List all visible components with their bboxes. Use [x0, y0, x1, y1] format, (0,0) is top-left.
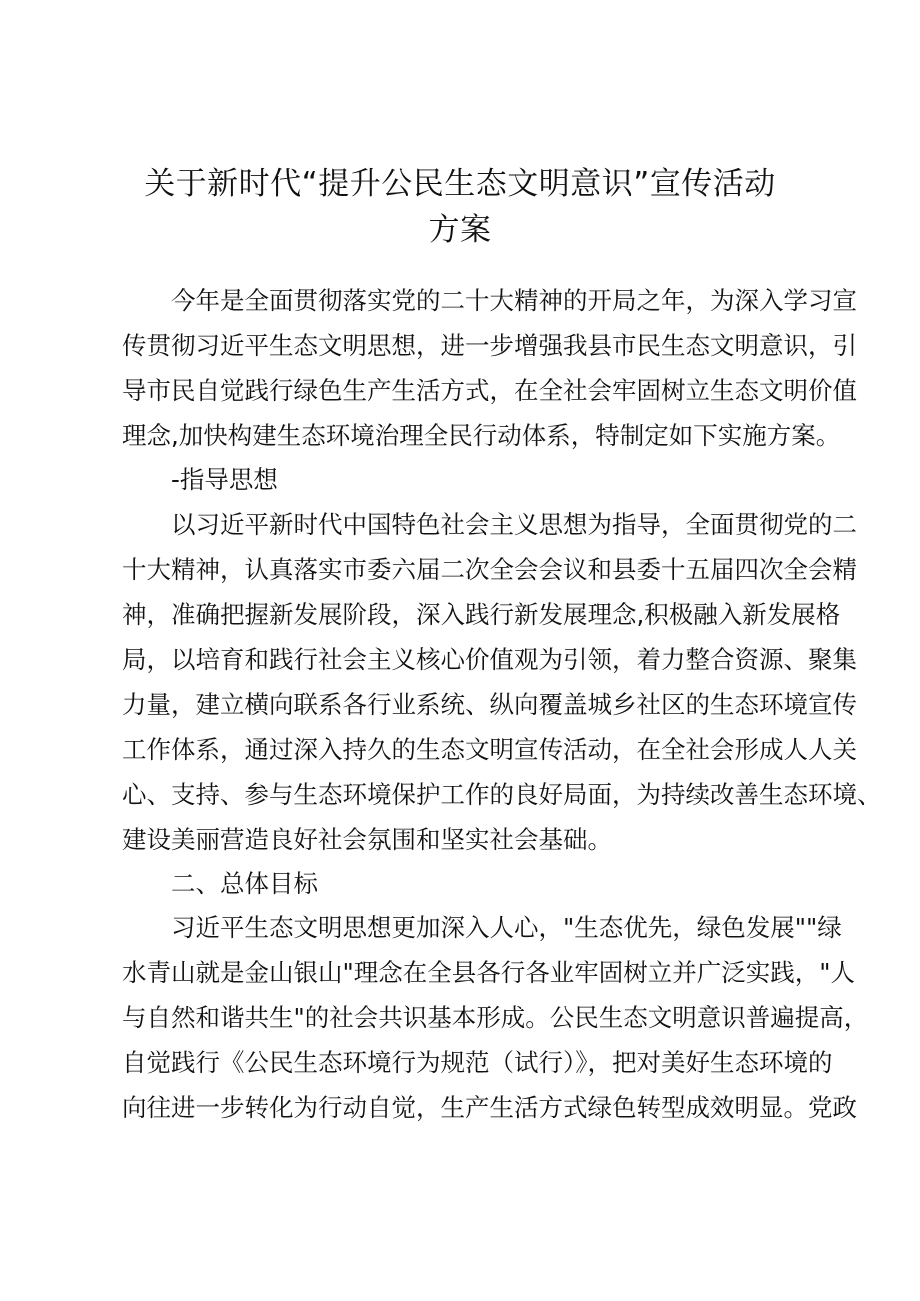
section1-line-7: 心、支持、参与生态环境保护工作的良好局面，为持续改善生态环境、: [122, 780, 882, 809]
section1-line-3: 神，准确把握新发展阶段，深入践行新发展理念,积极融入新发展格: [122, 600, 841, 629]
section-heading-guiding-ideology: -指导思想: [171, 465, 278, 494]
section2-line-1: 习近平生态文明思想更加深入人心，"生态优先，绿色发展""绿: [171, 913, 842, 942]
intro-line-1: 今年是全面贯彻落实党的二十大精神的开局之年，为深入学习宣: [171, 286, 857, 315]
section1-line-1: 以习近平新时代中国特色社会主义思想为指导，全面贯彻党的二: [171, 510, 857, 539]
section1-line-4: 局，以培育和践行社会主义核心价值观为引领，着力整合资源、聚集: [122, 645, 857, 674]
section2-line-3: 与自然和谐共生"的社会共识基本形成。公民生态文明意识普遍提高，: [122, 1003, 869, 1032]
section2-line-5: 向往进一步转化为行动自觉，生产生活方式绿色转型成效明显。党政: [122, 1093, 857, 1122]
intro-line-2: 传贯彻习近平生态文明思想，进一步增强我县市民生态文明意识，引: [122, 331, 857, 360]
section1-line-5: 力量，建立横向联系各行业系统、纵向覆盖城乡社区的生态环境宣传: [122, 690, 857, 719]
intro-line-4: 理念,加快构建生态环境治理全民行动体系，特制定如下实施方案。: [122, 421, 841, 450]
section1-line-8: 建设美丽营造良好社会氛围和坚实社会基础。: [122, 825, 612, 854]
document-title-line-2: 方案: [428, 212, 492, 248]
intro-line-3: 导市民自觉践行绿色生产生活方式，在全社会牢固树立生态文明价值: [122, 376, 857, 405]
section1-line-2: 十大精神，认真落实市委六届二次全会会议和县委十五届四次全会精: [122, 555, 857, 584]
section-heading-overall-goal: 二、总体目标: [171, 869, 318, 898]
section2-line-4: 自觉践行《公民生态环境行为规范（试行）》，把对美好生态环境的: [122, 1048, 833, 1077]
document-title-line-1: 关于新时代“提升公民生态文明意识”宣传活动: [144, 166, 776, 202]
section2-line-2: 水青山就是金山银山"理念在全县各行各业牢固树立并广泛实践，"人: [122, 958, 856, 987]
section1-line-6: 工作体系，通过深入持久的生态文明宣传活动，在全社会形成人人关: [122, 735, 857, 764]
